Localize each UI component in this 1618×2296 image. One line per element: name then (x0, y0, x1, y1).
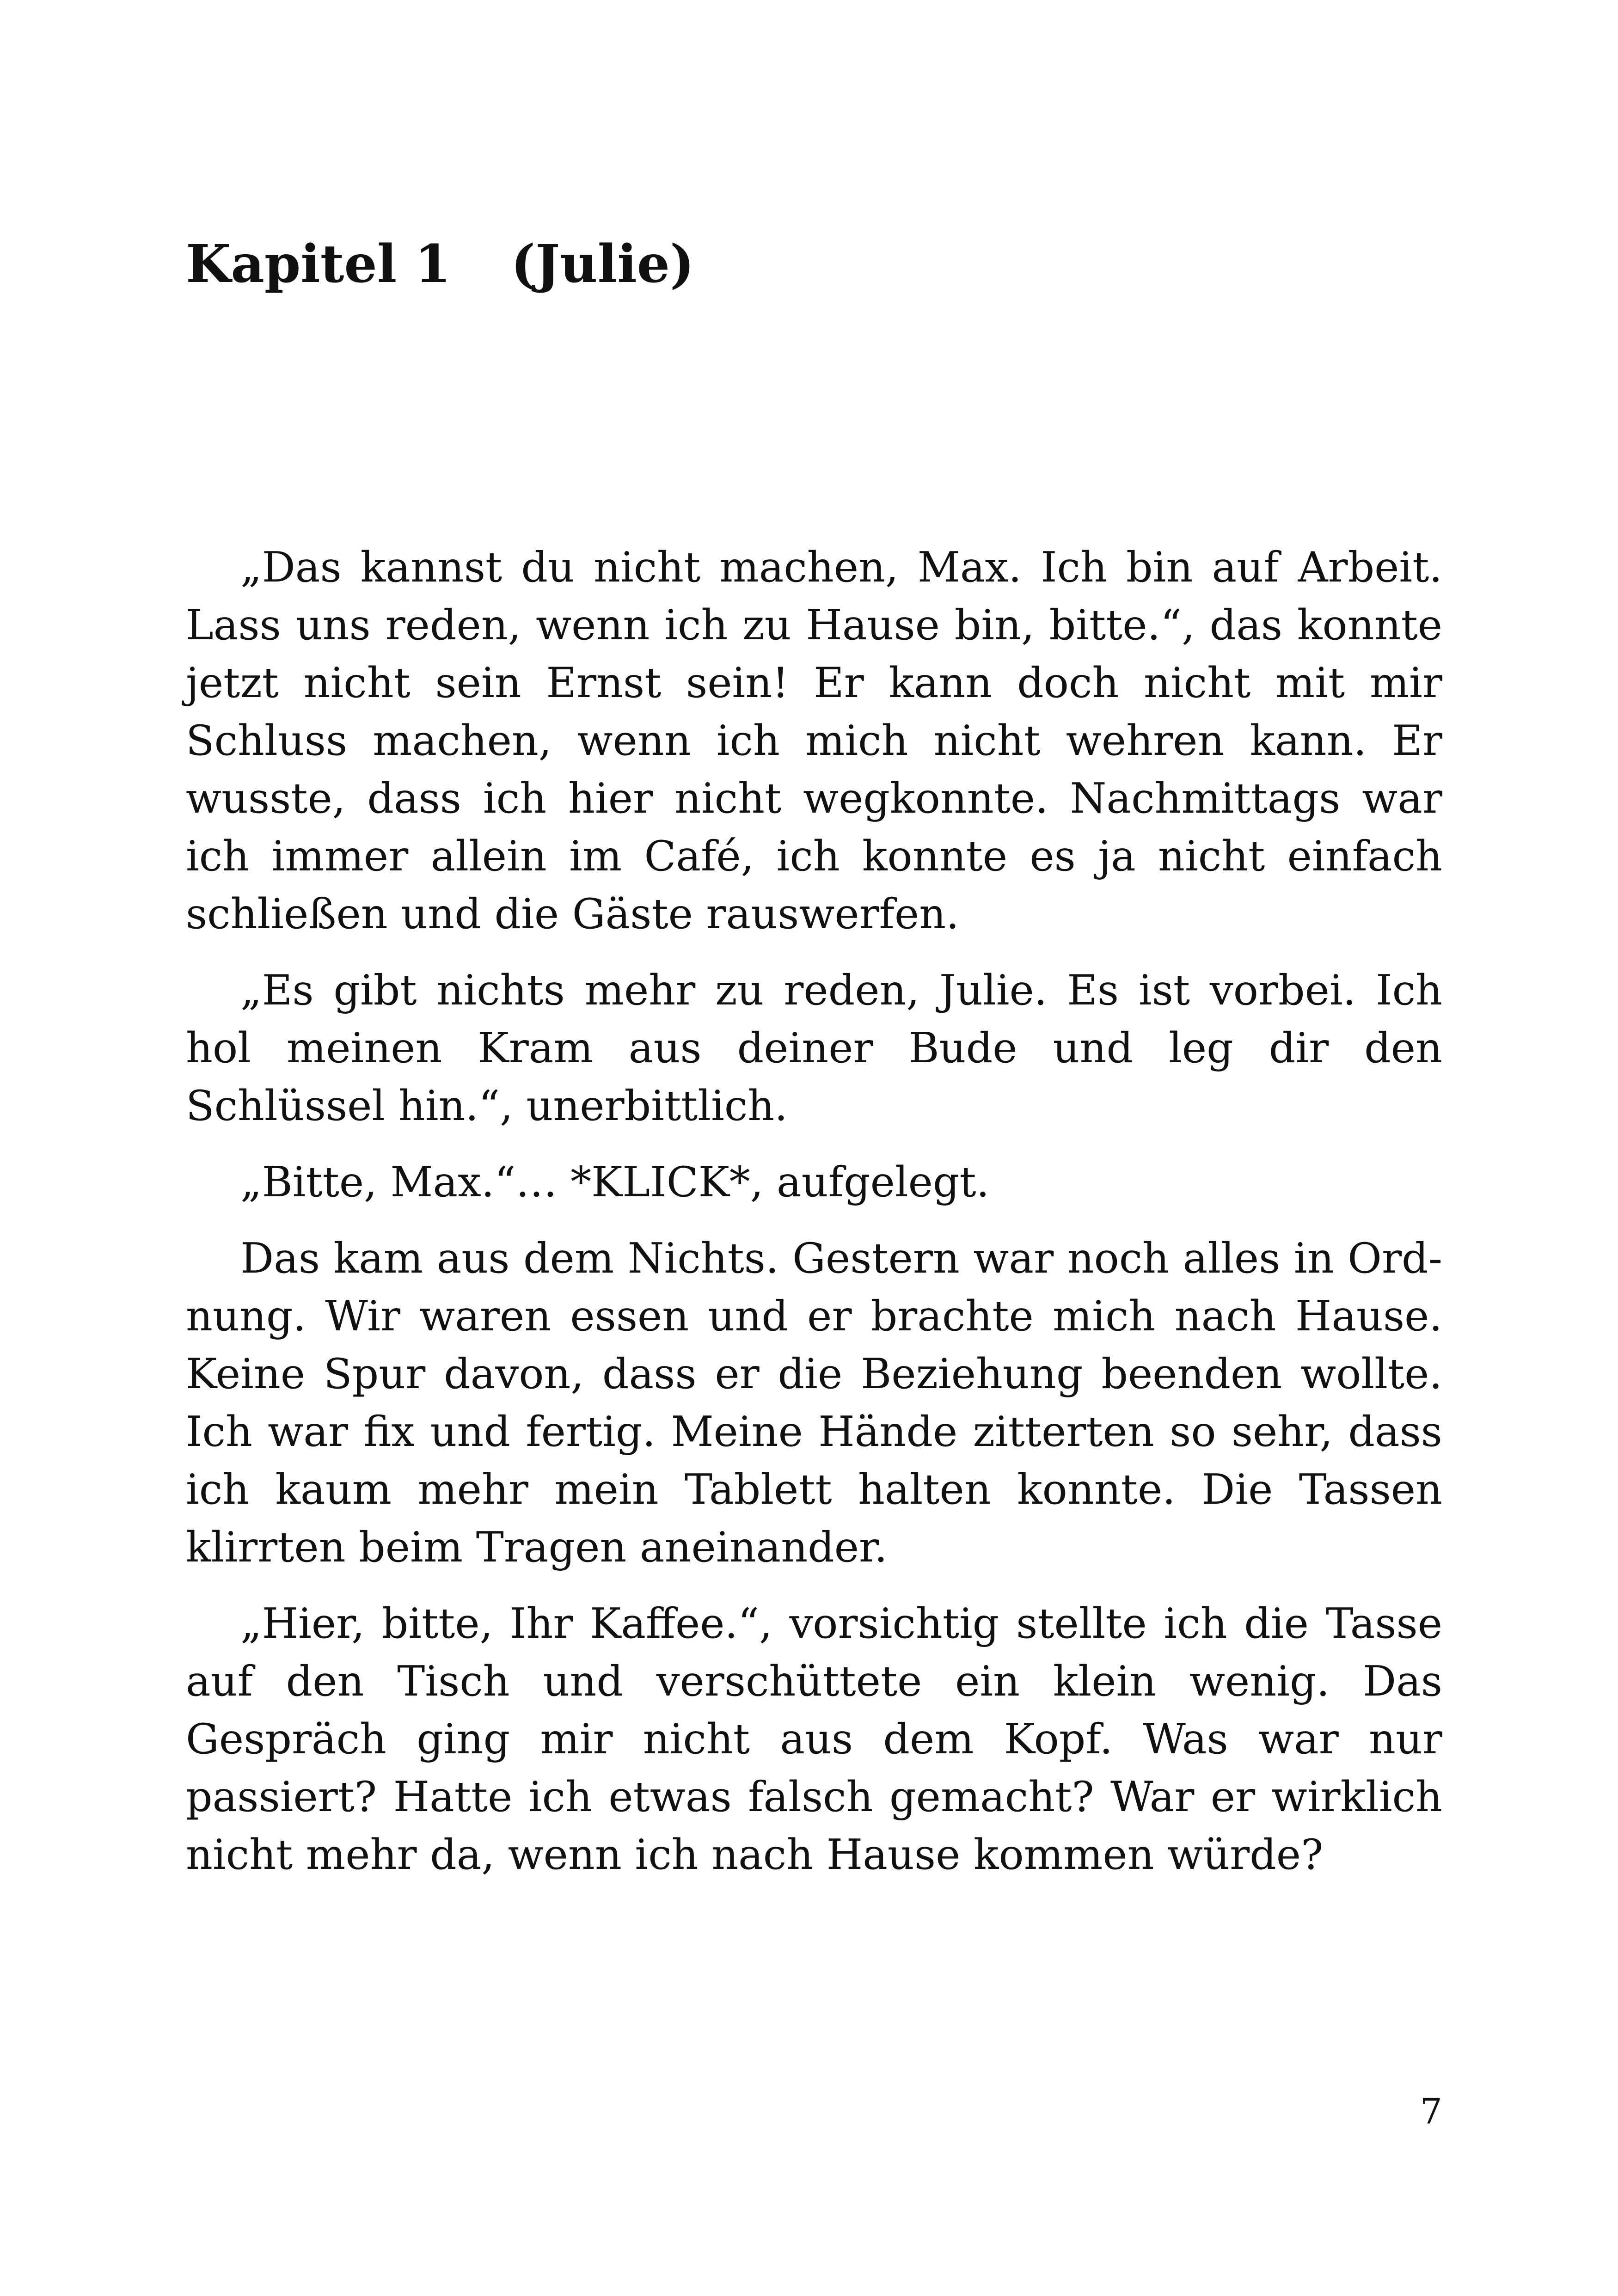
chapter-body (186, 539, 1442, 1902)
paragraph: „Es gibt nichts mehr zu reden, Julie. Es ist vorbei. Ich hol meinen Kram aus deiner Bude und leg dir den Schlüssel hin.“, unerbittlich. (186, 966, 1442, 1130)
chapter-title: (Julie) (511, 234, 694, 295)
paragraph: Das kam aus dem Nichts. Gestern war noch alles in Ordnung. Wir waren essen und er brachte mich nach Hause. Keine Spur davon, dass er die Beziehung beenden wollte. Ich war fix und fertig. Meine Hände zitterten so sehr, dass ich kaum mehr mein Tablett halten konnte. Die Tassen klirrten beim Tragen aneinander. (186, 1234, 1442, 1572)
paragraph: „Bitte, Max.“… *KLICK*, aufgelegt. (240, 1158, 990, 1206)
paragraph: „Hier, bitte, Ihr Kaffee.“, vorsichtig stellte ich die Tasse auf den Tisch und verschüttete ein klein wenig. Das Gespräch ging mir nicht aus dem Kopf. Was war nur passiert? Hatte ich etwas falsch gemacht? War er wirklich nicht mehr da, wenn ich nach Hause kommen würde? (186, 1599, 1442, 1879)
chapter-heading (186, 233, 694, 295)
page-number: 7 (1420, 2091, 1442, 2132)
chapter-number: Kapitel 1 (186, 234, 451, 295)
paragraph: „Das kannst du nicht machen, Max. Ich bin auf Arbeit. Lass uns reden, wenn ich zu Hause bin, bitte.“, das konnte jetzt nicht sein Ernst sein! Er kann doch nicht mit mir Schluss machen, wenn ich mich nicht wehren kann. Er wusste, dass ich hier nicht wegkonnte. Nachmittags war ich immer allein im Café, ich konnte es ja nicht einfach schließen und die Gäste rauswerfen. (186, 543, 1442, 938)
